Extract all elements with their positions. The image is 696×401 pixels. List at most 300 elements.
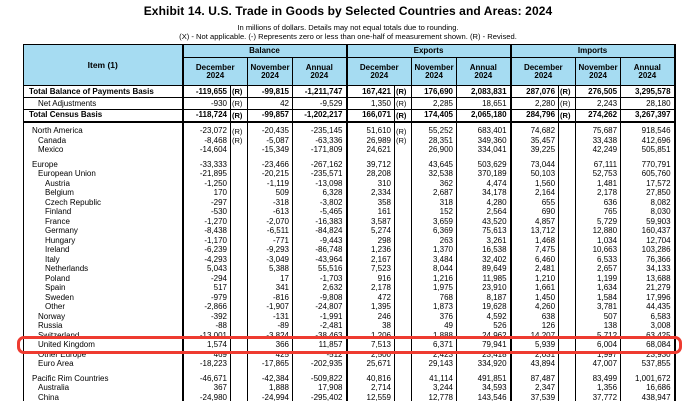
cell-november: -613 bbox=[248, 208, 293, 218]
cell-november: 1,356 bbox=[576, 384, 621, 394]
row-label: Netherlands bbox=[24, 265, 183, 275]
cell-december: -930 bbox=[183, 98, 231, 110]
cell-november: 52,753 bbox=[576, 170, 621, 180]
table-row bbox=[24, 170, 675, 180]
cell-annual: 2,632 bbox=[293, 284, 347, 294]
cell-november: 1,584 bbox=[576, 293, 621, 303]
cell-revised-flag bbox=[395, 236, 412, 246]
table-row bbox=[24, 393, 675, 401]
cell-revised-flag bbox=[395, 265, 412, 275]
cell-december: 1,350 bbox=[347, 98, 395, 110]
table-row bbox=[24, 374, 675, 384]
cell-december: 13,712 bbox=[511, 227, 559, 237]
row-label: Net Adjustments bbox=[24, 98, 183, 110]
cell-revised-flag bbox=[395, 170, 412, 180]
cell-annual: 3,267,397 bbox=[621, 110, 675, 122]
cell-revised-flag bbox=[231, 341, 248, 351]
cell-december: 25,671 bbox=[347, 360, 395, 370]
cell-november: 341 bbox=[248, 284, 293, 294]
cell-annual: 12,704 bbox=[621, 236, 675, 246]
cell-december: 916 bbox=[347, 274, 395, 284]
cell-november: 28,351 bbox=[412, 136, 457, 146]
cell-december: 166,071 bbox=[347, 110, 395, 122]
cell-november: 6,369 bbox=[412, 227, 457, 237]
cell-annual: 4,280 bbox=[457, 198, 511, 208]
cell-december: 1,560 bbox=[511, 179, 559, 189]
row-label: Italy bbox=[24, 255, 183, 265]
cell-november: 49 bbox=[412, 322, 457, 332]
row-label: Norway bbox=[24, 312, 183, 322]
row-label: Belgium bbox=[24, 189, 183, 199]
cell-annual: 63,425 bbox=[621, 331, 675, 341]
cell-annual: -1,211,747 bbox=[293, 86, 347, 98]
cell-december: 1,468 bbox=[511, 236, 559, 246]
cell-annual: -202,935 bbox=[293, 360, 347, 370]
cell-annual: 17,908 bbox=[293, 384, 347, 394]
cell-revised-flag bbox=[559, 160, 576, 170]
cell-revised-flag bbox=[231, 331, 248, 341]
cell-december: -21,895 bbox=[183, 170, 231, 180]
cell-december: -8,468 bbox=[183, 136, 231, 146]
cell-december: 690 bbox=[511, 208, 559, 218]
cell-annual: 75,613 bbox=[457, 227, 511, 237]
row-label: Sweden bbox=[24, 293, 183, 303]
cell-december: 1,206 bbox=[347, 331, 395, 341]
cell-revised-flag bbox=[395, 255, 412, 265]
cell-november: 8,044 bbox=[412, 265, 457, 275]
cell-december: 24,621 bbox=[347, 146, 395, 156]
cell-revised-flag bbox=[395, 360, 412, 370]
cell-annual: 3,261 bbox=[457, 236, 511, 246]
cell-december: 2,334 bbox=[347, 189, 395, 199]
table-body bbox=[24, 86, 675, 401]
cell-annual: -43,964 bbox=[293, 255, 347, 265]
group-header-imports: Imports bbox=[511, 45, 675, 58]
cell-december: -18,223 bbox=[183, 360, 231, 370]
cell-november: 33,438 bbox=[576, 136, 621, 146]
cell-november: 41,114 bbox=[412, 374, 457, 384]
table-row bbox=[24, 360, 675, 370]
cell-november: -99,815 bbox=[248, 86, 293, 98]
row-label: Russia bbox=[24, 322, 183, 332]
cell-annual: 918,546 bbox=[621, 127, 675, 137]
cell-revised-flag bbox=[559, 284, 576, 294]
row-label: France bbox=[24, 217, 183, 227]
cell-december: 26,989 bbox=[347, 136, 395, 146]
cell-december: 2,031 bbox=[511, 350, 559, 360]
row-label: United Kingdom bbox=[24, 341, 183, 351]
page-title: Exhibit 14. U.S. Trade in Goods by Selected Countries and Areas: 2024 bbox=[143, 4, 553, 18]
cell-november: 176,690 bbox=[412, 86, 457, 98]
month-header: November 2024 bbox=[412, 58, 457, 86]
cell-revised-flag bbox=[395, 341, 412, 351]
cell-november: -15,349 bbox=[248, 146, 293, 156]
row-label: Switzerland bbox=[24, 331, 183, 341]
cell-november: 2,423 bbox=[412, 350, 457, 360]
cell-december: 39,712 bbox=[347, 160, 395, 170]
cell-december: -119,655 bbox=[183, 86, 231, 98]
cell-december: 51,610 bbox=[347, 127, 395, 137]
cell-december: 655 bbox=[511, 198, 559, 208]
cell-annual: 23,930 bbox=[621, 350, 675, 360]
cell-revised-flag bbox=[395, 350, 412, 360]
cell-december: 1,574 bbox=[183, 341, 231, 351]
row-label: Germany bbox=[24, 227, 183, 237]
cell-december: 638 bbox=[511, 312, 559, 322]
cell-annual: -2,481 bbox=[293, 322, 347, 332]
cell-revised-flag bbox=[559, 208, 576, 218]
table-header bbox=[24, 45, 675, 86]
cell-december: 167,421 bbox=[347, 86, 395, 98]
cell-december: 310 bbox=[347, 179, 395, 189]
cell-revised-flag bbox=[395, 179, 412, 189]
month-header: November 2024 bbox=[576, 58, 621, 86]
cell-annual: 55,516 bbox=[293, 265, 347, 275]
table-row bbox=[24, 160, 675, 170]
cell-annual: 44,435 bbox=[621, 303, 675, 313]
cell-annual: -63,336 bbox=[293, 136, 347, 146]
cell-revised-flag bbox=[559, 293, 576, 303]
cell-revised-flag bbox=[559, 360, 576, 370]
cell-november: 507 bbox=[576, 312, 621, 322]
cell-december: -2,866 bbox=[183, 303, 231, 313]
cell-revised-flag bbox=[395, 384, 412, 394]
cell-november: 5,388 bbox=[248, 265, 293, 275]
cell-november: 6,533 bbox=[576, 255, 621, 265]
cell-revised-flag bbox=[231, 255, 248, 265]
cell-december: 5,043 bbox=[183, 265, 231, 275]
cell-annual: -13,098 bbox=[293, 179, 347, 189]
cell-annual: 27,850 bbox=[621, 189, 675, 199]
cell-annual: 526 bbox=[457, 322, 511, 332]
cell-annual: 8,082 bbox=[621, 198, 675, 208]
cell-november: -771 bbox=[248, 236, 293, 246]
cell-annual: 17,572 bbox=[621, 179, 675, 189]
cell-november: 2,285 bbox=[412, 98, 457, 110]
table-row bbox=[24, 312, 675, 322]
cell-november: 1,634 bbox=[576, 284, 621, 294]
cell-annual: 89,649 bbox=[457, 265, 511, 275]
cell-november: 1,034 bbox=[576, 236, 621, 246]
table-row bbox=[24, 265, 675, 275]
cell-december: -33,333 bbox=[183, 160, 231, 170]
cell-annual: 68,084 bbox=[621, 341, 675, 351]
cell-november: 152 bbox=[412, 208, 457, 218]
row-label: Euro Area bbox=[24, 360, 183, 370]
cell-november: 83,499 bbox=[576, 374, 621, 384]
cell-december: 367 bbox=[183, 384, 231, 394]
cell-revised-flag bbox=[559, 170, 576, 180]
table-row bbox=[24, 236, 675, 246]
cell-annual: -3,802 bbox=[293, 198, 347, 208]
cell-revised-flag bbox=[559, 198, 576, 208]
cell-revised-flag bbox=[395, 284, 412, 294]
cell-revised-flag bbox=[559, 341, 576, 351]
note-units: In millions of dollars. Details may not equal totals due to rounding. bbox=[237, 23, 459, 32]
cell-annual: 32,402 bbox=[457, 255, 511, 265]
cell-annual: -512 bbox=[293, 350, 347, 360]
cell-revised-flag bbox=[559, 127, 576, 137]
table-row bbox=[24, 127, 675, 137]
cell-revised-flag bbox=[231, 322, 248, 332]
row-label: Austria bbox=[24, 179, 183, 189]
cell-revised-flag bbox=[231, 293, 248, 303]
note-symbols: (X) - Not applicable. (-) Represents zero or less than one-half of measurement shown. (R) - Revised. bbox=[179, 32, 517, 41]
cell-november: 10,663 bbox=[576, 246, 621, 256]
cell-annual: 6,328 bbox=[293, 189, 347, 199]
cell-revised-flag bbox=[395, 146, 412, 156]
cell-november: 55,252 bbox=[412, 127, 457, 137]
cell-annual: 4,474 bbox=[457, 179, 511, 189]
cell-revised-flag bbox=[231, 217, 248, 227]
table-row bbox=[24, 284, 675, 294]
table-row bbox=[24, 303, 675, 313]
cell-november: -6,511 bbox=[248, 227, 293, 237]
table-row bbox=[24, 86, 675, 98]
cell-revised-flag: (R) bbox=[395, 86, 412, 98]
cell-november: 1,975 bbox=[412, 284, 457, 294]
cell-revised-flag: (R) bbox=[395, 110, 412, 122]
cell-december: 2,347 bbox=[511, 384, 559, 394]
cell-annual: 770,791 bbox=[621, 160, 675, 170]
cell-december: 1,395 bbox=[347, 303, 395, 313]
month-header: November 2024 bbox=[248, 58, 293, 86]
cell-annual: 16,686 bbox=[621, 384, 675, 394]
cell-december: 7,513 bbox=[347, 341, 395, 351]
cell-annual: 1,001,672 bbox=[621, 374, 675, 384]
table-row bbox=[24, 208, 675, 218]
cell-revised-flag bbox=[559, 274, 576, 284]
cell-revised-flag bbox=[231, 374, 248, 384]
cell-annual: 334,920 bbox=[457, 360, 511, 370]
cell-november: -3,824 bbox=[248, 331, 293, 341]
cell-revised-flag: (R) bbox=[231, 110, 248, 122]
table-row bbox=[24, 189, 675, 199]
table-row bbox=[24, 246, 675, 256]
cell-december: 1,450 bbox=[511, 293, 559, 303]
cell-revised-flag bbox=[231, 303, 248, 313]
cell-december: -24,980 bbox=[183, 393, 231, 401]
cell-revised-flag bbox=[231, 179, 248, 189]
cell-annual: -86,748 bbox=[293, 246, 347, 256]
cell-revised-flag bbox=[231, 265, 248, 275]
cell-december: 170 bbox=[183, 189, 231, 199]
cell-revised-flag bbox=[559, 393, 576, 401]
cell-november: 3,781 bbox=[576, 303, 621, 313]
cell-december: 1,210 bbox=[511, 274, 559, 284]
cell-december: 2,500 bbox=[347, 350, 395, 360]
cell-december: -88 bbox=[183, 322, 231, 332]
cell-annual: -9,808 bbox=[293, 293, 347, 303]
cell-annual: 13,688 bbox=[621, 274, 675, 284]
row-label: Spain bbox=[24, 284, 183, 294]
cell-annual: 4,592 bbox=[457, 312, 511, 322]
cell-revised-flag bbox=[231, 246, 248, 256]
cell-annual: 23,418 bbox=[457, 350, 511, 360]
cell-december: 12,559 bbox=[347, 393, 395, 401]
cell-revised-flag bbox=[395, 303, 412, 313]
row-label: Total Balance of Payments Basis bbox=[24, 86, 183, 98]
cell-annual: 17,996 bbox=[621, 293, 675, 303]
cell-annual: 143,546 bbox=[457, 393, 511, 401]
table-row bbox=[24, 198, 675, 208]
cell-november: 263 bbox=[412, 236, 457, 246]
cell-revised-flag bbox=[559, 236, 576, 246]
cell-december: 472 bbox=[347, 293, 395, 303]
cell-december: 6,460 bbox=[511, 255, 559, 265]
cell-november: 29,143 bbox=[412, 360, 457, 370]
cell-annual: 11,985 bbox=[457, 274, 511, 284]
cell-revised-flag bbox=[395, 322, 412, 332]
cell-annual: 43,520 bbox=[457, 217, 511, 227]
cell-annual: 76,366 bbox=[621, 255, 675, 265]
cell-annual: -9,443 bbox=[293, 236, 347, 246]
cell-december: 87,487 bbox=[511, 374, 559, 384]
cell-november: 42,249 bbox=[576, 146, 621, 156]
cell-annual: 34,593 bbox=[457, 384, 511, 394]
item-column-header: Item (1) bbox=[24, 45, 183, 86]
cell-annual: 370,189 bbox=[457, 170, 511, 180]
cell-november: 3,244 bbox=[412, 384, 457, 394]
cell-december: 2,167 bbox=[347, 255, 395, 265]
row-label: Other Europe bbox=[24, 350, 183, 360]
row-label: Canada bbox=[24, 136, 183, 146]
row-label: Total Census Basis bbox=[24, 110, 183, 122]
cell-annual: 16,538 bbox=[457, 246, 511, 256]
row-label: Ireland bbox=[24, 246, 183, 256]
cell-november: 366 bbox=[248, 341, 293, 351]
cell-annual: 412,696 bbox=[621, 136, 675, 146]
cell-december: 4,857 bbox=[511, 217, 559, 227]
month-header: Annual 2024 bbox=[293, 58, 347, 86]
cell-december: 2,164 bbox=[511, 189, 559, 199]
cell-annual: 23,910 bbox=[457, 284, 511, 294]
cell-december: 37,539 bbox=[511, 393, 559, 401]
cell-december: 35,457 bbox=[511, 136, 559, 146]
row-label: Finland bbox=[24, 208, 183, 218]
cell-december: 2,481 bbox=[511, 265, 559, 275]
cell-annual: 438,947 bbox=[621, 393, 675, 401]
row-label: Other bbox=[24, 303, 183, 313]
cell-november: 2,178 bbox=[576, 189, 621, 199]
month-header: December 2024 bbox=[183, 58, 248, 86]
cell-revised-flag bbox=[395, 208, 412, 218]
cell-december: -1,270 bbox=[183, 217, 231, 227]
month-header: December 2024 bbox=[347, 58, 412, 86]
cell-december: 43,894 bbox=[511, 360, 559, 370]
cell-revised-flag bbox=[559, 374, 576, 384]
cell-annual: 21,279 bbox=[621, 284, 675, 294]
cell-november: 32,538 bbox=[412, 170, 457, 180]
cell-annual: 491,851 bbox=[457, 374, 511, 384]
cell-november: -318 bbox=[248, 198, 293, 208]
cell-annual: 79,941 bbox=[457, 341, 511, 351]
cell-revised-flag: (R) bbox=[231, 136, 248, 146]
cell-december: 469 bbox=[183, 350, 231, 360]
cell-revised-flag: (R) bbox=[395, 136, 412, 146]
cell-annual: 34,178 bbox=[457, 189, 511, 199]
cell-revised-flag bbox=[231, 146, 248, 156]
row-label: Hungary bbox=[24, 236, 183, 246]
table-row bbox=[24, 384, 675, 394]
table-row bbox=[24, 179, 675, 189]
cell-november: -9,293 bbox=[248, 246, 293, 256]
row-label: China bbox=[24, 393, 183, 401]
cell-december: -297 bbox=[183, 198, 231, 208]
month-header: December 2024 bbox=[511, 58, 576, 86]
cell-annual: 18,651 bbox=[457, 98, 511, 110]
cell-november: 509 bbox=[248, 189, 293, 199]
cell-december: 1,661 bbox=[511, 284, 559, 294]
cell-revised-flag bbox=[231, 360, 248, 370]
cell-revised-flag: (R) bbox=[395, 127, 412, 137]
cell-november: 274,262 bbox=[576, 110, 621, 122]
cell-december: 2,178 bbox=[347, 284, 395, 294]
cell-annual: 11,857 bbox=[293, 341, 347, 351]
cell-annual: 503,629 bbox=[457, 160, 511, 170]
cell-november: 2,243 bbox=[576, 98, 621, 110]
cell-november: 37,772 bbox=[576, 393, 621, 401]
cell-november: 1,888 bbox=[412, 331, 457, 341]
cell-december: -14,604 bbox=[183, 146, 231, 156]
cell-annual: 34,133 bbox=[621, 265, 675, 275]
cell-december: -530 bbox=[183, 208, 231, 218]
cell-november: 12,778 bbox=[412, 393, 457, 401]
cell-annual: 505,851 bbox=[621, 146, 675, 156]
cell-annual: 6,583 bbox=[621, 312, 675, 322]
cell-november: 12,880 bbox=[576, 227, 621, 237]
cell-november: -5,087 bbox=[248, 136, 293, 146]
cell-annual: 2,083,831 bbox=[457, 86, 511, 98]
cell-revised-flag bbox=[231, 227, 248, 237]
cell-november: -2,070 bbox=[248, 217, 293, 227]
cell-annual: 605,760 bbox=[621, 170, 675, 180]
row-label: Europe bbox=[24, 160, 183, 170]
cell-december: -118,724 bbox=[183, 110, 231, 122]
cell-revised-flag: (R) bbox=[231, 127, 248, 137]
cell-revised-flag bbox=[559, 189, 576, 199]
table-row bbox=[24, 255, 675, 265]
cell-annual: -235,145 bbox=[293, 127, 347, 137]
cell-revised-flag bbox=[559, 217, 576, 227]
cell-november: 3,659 bbox=[412, 217, 457, 227]
cell-december: 2,714 bbox=[347, 384, 395, 394]
cell-november: 1,216 bbox=[412, 274, 457, 284]
cell-annual: 3,008 bbox=[621, 322, 675, 332]
cell-november: -42,384 bbox=[248, 374, 293, 384]
cell-december: -392 bbox=[183, 312, 231, 322]
cell-december: 38 bbox=[347, 322, 395, 332]
cell-december: -1,170 bbox=[183, 236, 231, 246]
cell-revised-flag bbox=[231, 160, 248, 170]
cell-november: -20,435 bbox=[248, 127, 293, 137]
cell-revised-flag bbox=[231, 236, 248, 246]
cell-december: 39,225 bbox=[511, 146, 559, 156]
month-header: Annual 2024 bbox=[457, 58, 511, 86]
cell-november: -3,049 bbox=[248, 255, 293, 265]
cell-november: 5,712 bbox=[576, 331, 621, 341]
cell-annual: 3,295,578 bbox=[621, 86, 675, 98]
cell-revised-flag bbox=[231, 274, 248, 284]
cell-december: 73,044 bbox=[511, 160, 559, 170]
table-row bbox=[24, 98, 675, 110]
cell-december: 1,236 bbox=[347, 246, 395, 256]
cell-revised-flag bbox=[231, 393, 248, 401]
cell-november: 138 bbox=[576, 322, 621, 332]
table-row bbox=[24, 322, 675, 332]
cell-december: 517 bbox=[183, 284, 231, 294]
cell-revised-flag bbox=[559, 146, 576, 156]
